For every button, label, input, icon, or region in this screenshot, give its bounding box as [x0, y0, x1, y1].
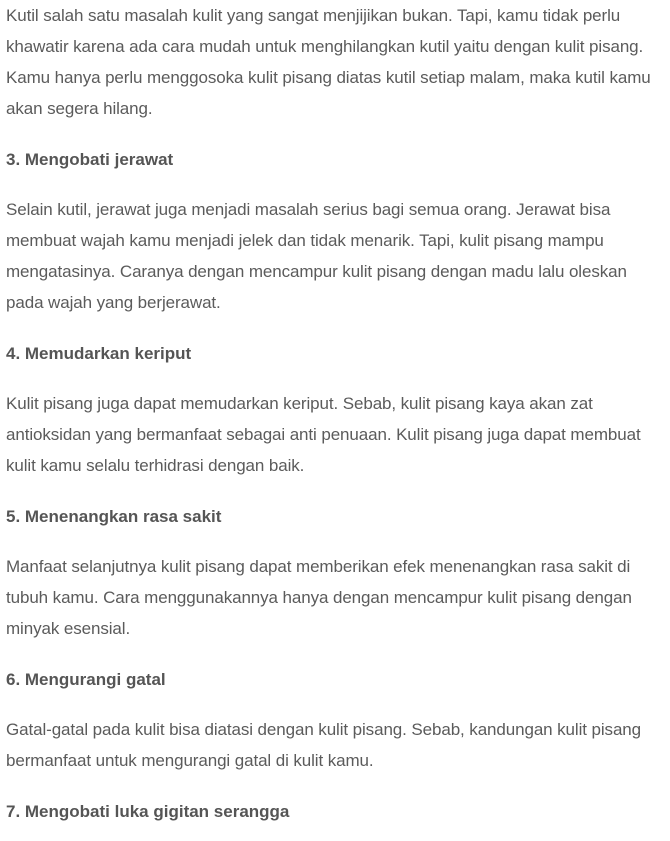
- section-body-6: Gatal-gatal pada kulit bisa diatasi dengan kulit pisang. Sebab, kandungan kulit pisang bermanfaat untuk mengurangi gatal di kulit kamu.: [6, 720, 642, 770]
- section-heading-3: 3. Mengobati jerawat: [6, 150, 174, 169]
- section-heading-4: 4. Memudarkan keriput: [6, 344, 192, 363]
- intro-paragraph: Kutil salah satu masalah kulit yang sangat menjijikan bukan. Tapi, kamu tidak perlu khawatir karena ada cara mudah untuk menghilangkan kutil yaitu dengan kulit pisang. Kamu hanya perlu menggosoka kulit pisang diatas kutil setiap malam, maka kutil kamu akan segera hilang.: [6, 6, 651, 118]
- section-body-5: Manfaat selanjutnya kulit pisang dapat memberikan efek menenangkan rasa sakit di tubuh kamu. Cara menggunakannya hanya dengan mencampur kulit pisang dengan minyak esensial.: [6, 557, 632, 638]
- section-body-4: Kulit pisang juga dapat memudarkan keriput. Sebab, kulit pisang kaya akan zat antioksidan yang bermanfaat sebagai anti penuaan. Kulit pisang juga dapat membuat kulit kamu selalu terhidrasi dengan baik.: [6, 394, 641, 475]
- section-heading-6: 6. Mengurangi gatal: [6, 670, 166, 689]
- section-heading-7: 7. Mengobati luka gigitan serangga: [6, 802, 290, 821]
- section-heading-5: 5. Menenangkan rasa sakit: [6, 507, 222, 526]
- section-body-3: Selain kutil, jerawat juga menjadi masalah serius bagi semua orang. Jerawat bisa membuat wajah kamu menjadi jelek dan tidak menarik. Tapi, kulit pisang mampu mengatasinya. Caranya dengan mencampur kulit pisang dengan madu lalu oleskan pada wajah yang berjerawat.: [6, 200, 627, 312]
